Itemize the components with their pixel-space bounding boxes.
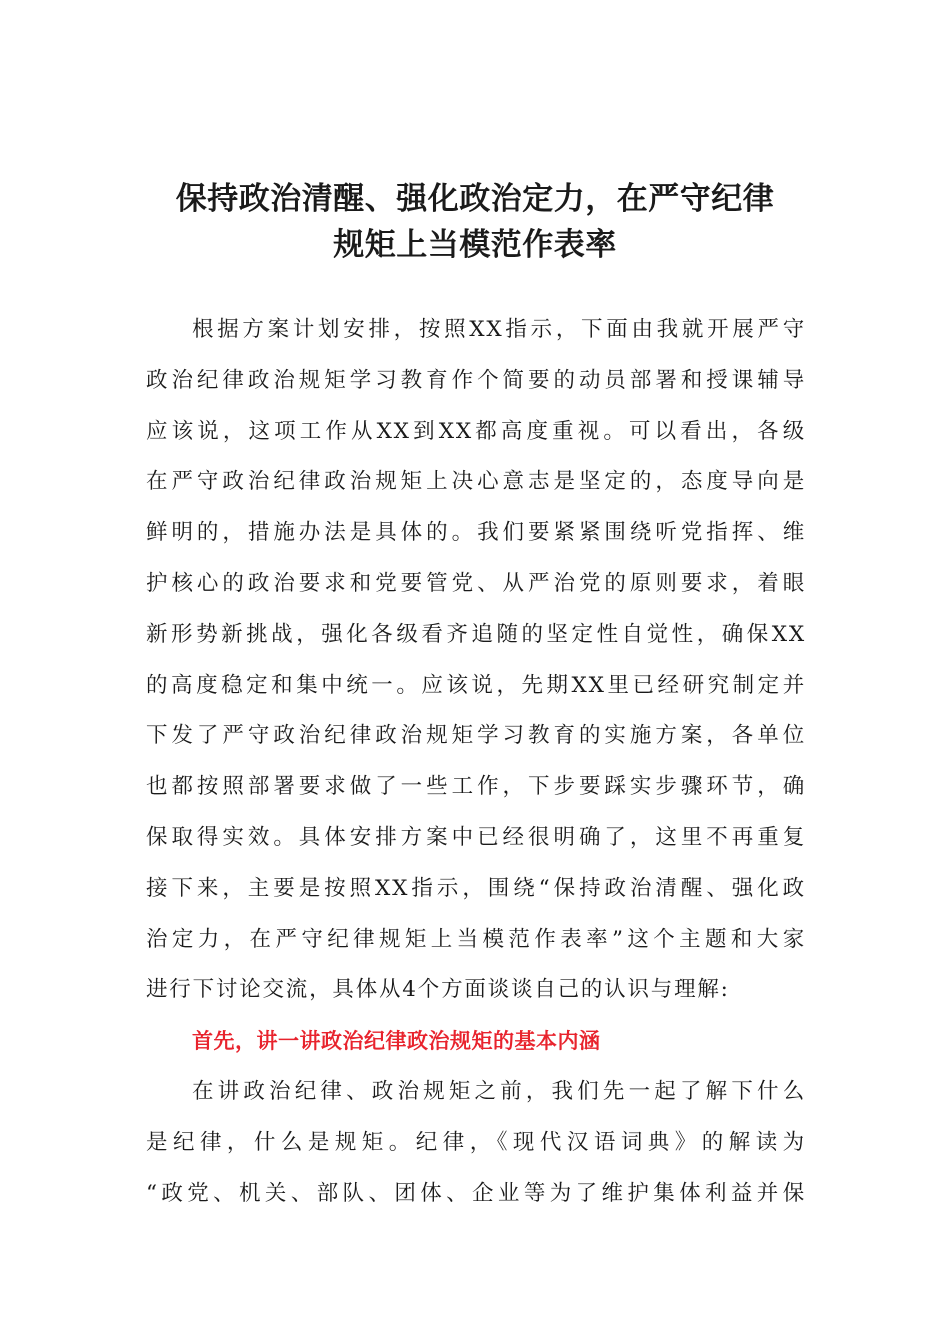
paragraph-line: “政党、机关、部队、团体、企业等为了维护集体利益并保 (146, 1180, 806, 1206)
paragraph-line: 治定力，在严守纪律规矩上当模范作表率”这个主题和大家 (146, 926, 806, 952)
paragraph-line: 下发了严守政治纪律政治规矩学习教育的实施方案，各单位 (146, 723, 806, 749)
paragraph-line: 是纪律，什么是规矩。纪律，《现代汉语词典》的解读为 (146, 1129, 806, 1155)
paragraph-line: 接下来，主要是按照XX指示，围绕“保持政治清醒、强化政 (146, 875, 806, 901)
paragraph-line: 的高度稳定和集中统一。应该说，先期XX里已经研究制定并 (146, 672, 806, 698)
paragraph-line: 也都按照部署要求做了一些工作，下步要踩实步骤环节，确 (146, 774, 806, 800)
paragraph-line: 新形势新挑战，强化各级看齐追随的坚定性自觉性，确保XX (146, 621, 806, 647)
paragraph-line: 应该说，这项工作从XX到XX都高度重视。可以看出，各级 (146, 418, 806, 444)
paragraph-line: 进行下讨论交流，具体从4个方面谈谈自己的认识与理解: (146, 977, 730, 1003)
paragraph-line: 根据方案计划安排，按照XX指示，下面由我就开展严守 (192, 317, 806, 342)
paragraph-1 (146, 305, 806, 1219)
document-title-line-2: 规矩上当模范作表率 (333, 227, 617, 263)
section-heading: 首先，讲一讲政治纪律政治规矩的基本内涵 (192, 1029, 601, 1054)
document-title-line-1: 保持政治清醒、强化政治定力，在严守纪律 (175, 181, 775, 217)
paragraph-line: 在严守政治纪律政治规矩上决心意志是坚定的，态度导向是 (146, 469, 806, 495)
paragraph-line: 在讲政治纪律、政治规矩之前，我们先一起了解下什么 (192, 1078, 806, 1104)
paragraph-line: 护核心的政治要求和党要管党、从严治党的原则要求，着眼 (146, 570, 806, 596)
paragraph-line: 保取得实效。具体安排方案中已经很明确了，这里不再重复 (146, 824, 806, 850)
paragraph-line: 鲜明的，措施办法是具体的。我们要紧紧围绕听党指挥、维 (146, 520, 806, 546)
paragraph-line: 政治纪律政治规矩学习教育作个简要的动员部署和授课辅导 (146, 367, 806, 393)
